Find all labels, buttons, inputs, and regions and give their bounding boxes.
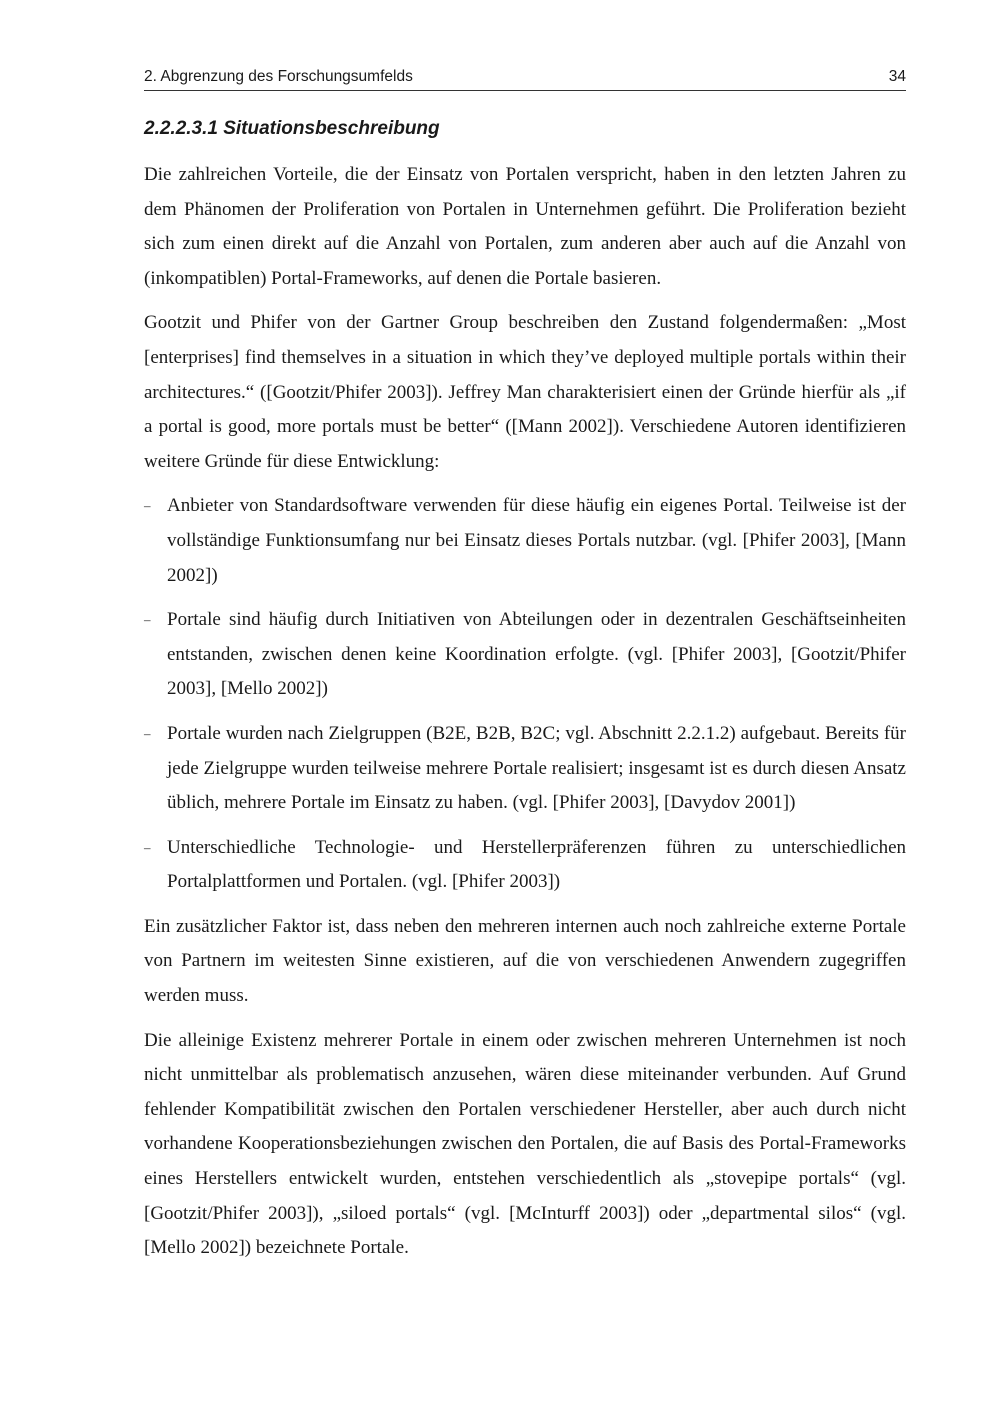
list-item-text: Portale wurden nach Zielgruppen (B2E, B2B, B2C; vgl. Abschnitt 2.2.1.2) aufgebaut. Bereits für jede Zielgruppe wurden teilweise mehrere Portale realisiert; insgesamt ist es durch diesen Ansatz üblich, mehrere Portale im Einsatz zu haben. (vgl. [Phifer 2003], [Davydov 2001]) xyxy=(167,722,906,814)
list-item-text: Unterschiedliche Technologie- und Herstellerpräferenzen führen zu unterschiedlichen Portalplattformen und Portalen. (vgl. [Phifer 2003]) xyxy=(167,836,906,893)
dash-bullet: – xyxy=(144,839,151,855)
section-heading: 2.2.2.3.1 Situationsbeschreibung xyxy=(144,118,440,139)
body-text xyxy=(144,158,906,1276)
list-item-text: Portale sind häufig durch Initiativen von Abteilungen oder in dezentralen Geschäftseinheiten entstanden, zwischen denen keine Koordination erfolgte. (vgl. [Phifer 2003], [Gootzit/Phifer 2003], [Mello 2002]) xyxy=(167,609,906,700)
paragraph: Die alleinige Existenz mehrerer Portale in einem oder zwischen mehreren Unternehmen ist noch nicht unmittelbar als problematisch anzusehen, wären diese miteinander verbunden. Auf Grund fehlender Kompatibilität zwischen den Portalen verschiedener Hersteller, aber auch durch nicht vorhandene Kooperationsbeziehungen zwischen den Portalen, die auf Basis des Portal-Frameworks eines Herstellers entwickelt wurden, entstehen verschiedentlich als „stovepipe portals“ (vgl. [Gootzit/Phifer 2003]), „siloed portals“ (vgl. [McInturff 2003]) oder „departmental silos“ (vgl. [Mello 2002]) bezeichnete Portale. xyxy=(144,1029,906,1259)
dash-bullet: – xyxy=(144,725,151,741)
reasons-list xyxy=(144,489,906,900)
paragraph: Gootzit und Phifer von der Gartner Group beschreiben den Zustand folgendermaßen: „Most [enterprises] find themselves in a situation in which they’ve deployed multiple portals within their architectures.“ ([Gootzit/Phifer 2003]). Jeffrey Man charakterisiert einen der Gründe hierfür als „if a portal is good, more portals must be better“ ([Mann 2002]). Verschiedene Autoren identifizieren weitere Gründe für diese Entwicklung: xyxy=(144,312,906,472)
list-item xyxy=(144,489,906,593)
dash-bullet: – xyxy=(144,612,151,628)
list-item xyxy=(144,831,906,900)
paragraph: Die zahlreichen Vorteile, die der Einsatz von Portalen verspricht, haben in den letzten Jahren zu dem Phänomen der Proliferation von Portalen in Unternehmen geführt. Die Proliferation bezieht sich zum einen direkt auf die Anzahl von Portalen, zum anderen aber auch auf die Anzahl von (inkompatiblen) Portal-Frameworks, auf denen die Portale basieren. xyxy=(144,164,906,289)
chapter-title: 2. Abgrenzung des Forschungsumfelds xyxy=(144,68,413,85)
list-item xyxy=(144,717,906,821)
page-number: 34 xyxy=(888,68,906,85)
paragraph: Ein zusätzlicher Faktor ist, dass neben den mehreren internen auch noch zahlreiche externe Portale von Partnern im weitesten Sinne existieren, auf die von verschiedenen Anwendern zugegriffen werden muss. xyxy=(144,915,906,1007)
dash-bullet: – xyxy=(144,498,151,514)
list-item-text: Anbieter von Standardsoftware verwenden für diese häufig ein eigenes Portal. Teilweise ist der vollständige Funktionsumfang nur bei Einsatz dieses Portals nutzbar. (vgl. [Phifer 2003], [Mann 2002]) xyxy=(167,495,906,586)
running-header xyxy=(144,68,906,91)
list-item xyxy=(144,603,906,707)
